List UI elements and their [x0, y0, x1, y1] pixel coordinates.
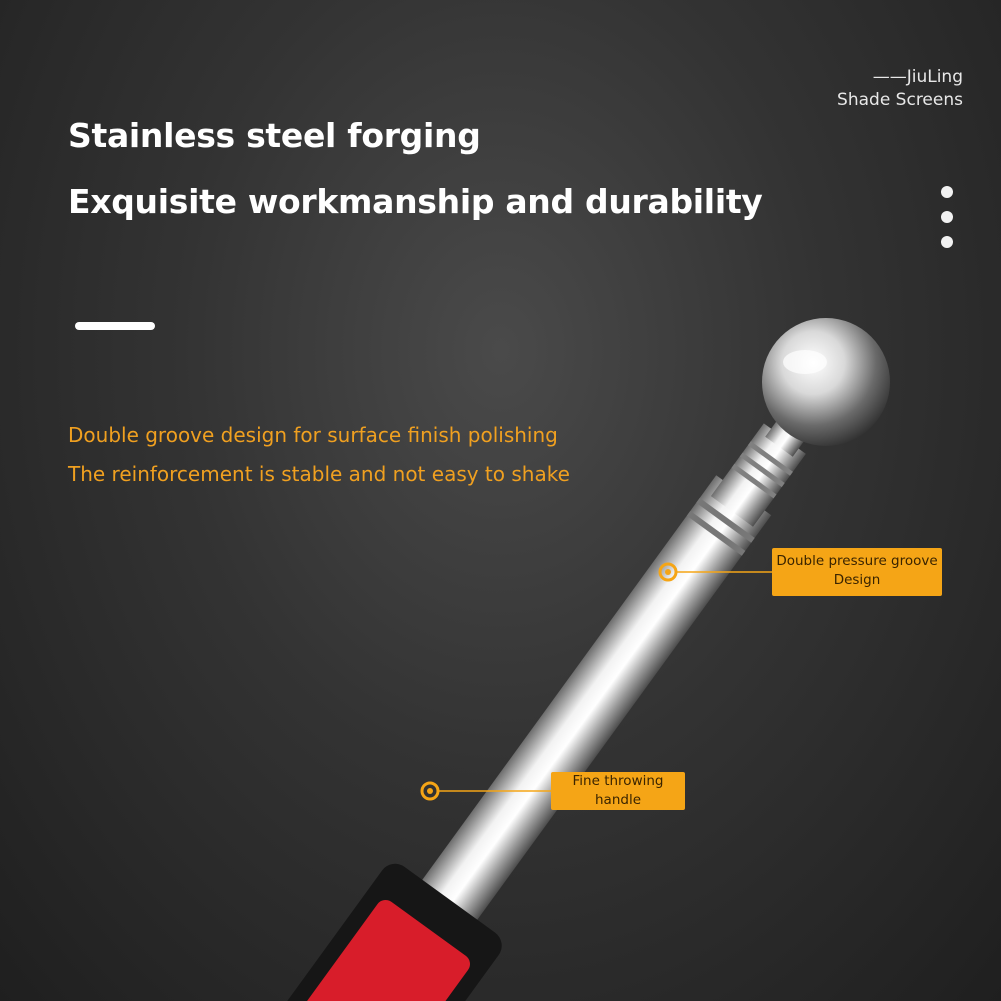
feature-text-2: The reinforcement is stable and not easy to shake	[68, 462, 570, 486]
brand-tagline: Shade Screens	[837, 90, 963, 110]
callout-2-line2: handle	[594, 792, 641, 808]
callout-1-line2: Design	[833, 572, 881, 588]
callout-pressure-groove	[772, 548, 942, 596]
lower-tube	[387, 475, 771, 968]
callout-1-line1: Double pressure groove	[776, 553, 938, 569]
callout-fine-handle	[551, 772, 685, 810]
accent-divider	[75, 322, 155, 330]
brand-label	[837, 66, 963, 112]
brand-name: ——JiuLing	[872, 67, 963, 87]
callout-2-line1: Fine throwing	[572, 773, 664, 789]
feature-text-1: Double groove design for surface finish polishing	[68, 423, 558, 447]
headline-subtitle: Exquisite workmanship and durability	[68, 182, 763, 221]
ball-tip	[762, 318, 890, 446]
menu-dots-icon	[941, 186, 955, 261]
headline-title: Stainless steel forging	[68, 116, 481, 155]
